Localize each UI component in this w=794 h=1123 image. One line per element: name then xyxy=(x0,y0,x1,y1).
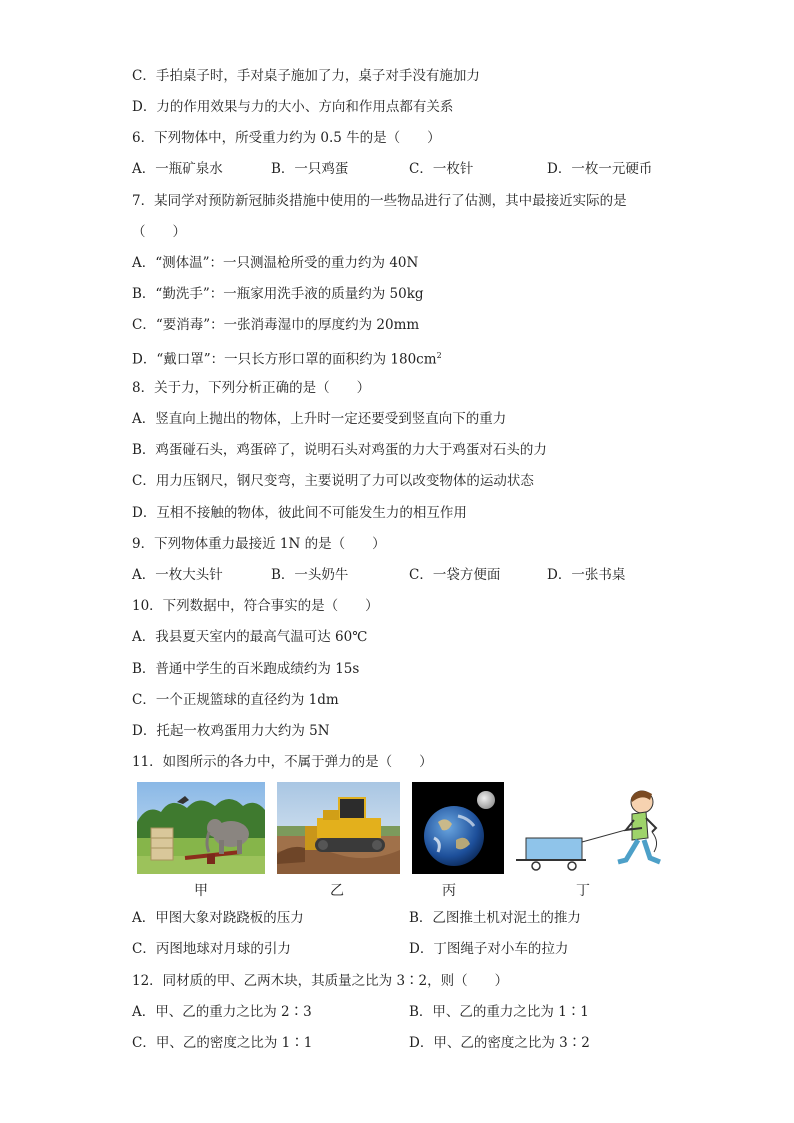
q12-option-b: B．甲、乙的重力之比为 1∶1 xyxy=(409,1004,589,1020)
caption-yi: 乙 xyxy=(330,883,344,899)
q10-option-b: B．普通中学生的百米跑成绩约为 15s xyxy=(132,661,360,677)
q10-option-d: D．托起一枚鸡蛋用力大约为 5N xyxy=(132,723,330,739)
q7-stem: 7．某同学对预防新冠肺炎措施中使用的一些物品进行了估测，其中最接近实际的是 xyxy=(132,193,627,209)
figure-earth-moon xyxy=(412,782,504,874)
q8-stem: 8．关于力，下列分析正确的是（ ） xyxy=(132,380,371,396)
q9-option-d: D．一张书桌 xyxy=(547,567,626,583)
q6-option-a: A．一瓶矿泉水 xyxy=(132,161,223,177)
bulldozer-illustration xyxy=(277,782,400,874)
figure-bulldozer xyxy=(277,782,400,874)
q5-option-c: C．手拍桌子时，手对桌子施加了力，桌子对手没有施加力 xyxy=(132,68,480,84)
caption-jia: 甲 xyxy=(194,883,208,899)
q7-option-d-superscript: 2 xyxy=(436,351,442,360)
caption-bing: 丙 xyxy=(442,883,456,899)
q10-option-c: C．一个正规篮球的直径约为 1dm xyxy=(132,692,339,708)
q7-option-c: C．“要消毒”：一张消毒湿巾的厚度约为 20mm xyxy=(132,317,420,333)
q5-option-d: D．力的作用效果与力的大小、方向和作用点都有关系 xyxy=(132,99,454,115)
q9-option-c: C．一袋方便面 xyxy=(409,567,501,583)
q9-stem: 9．下列物体重力最接近 1N 的是（ ） xyxy=(132,536,386,552)
q12-option-a: A．甲、乙的重力之比为 2∶3 xyxy=(132,1004,312,1020)
q11-option-c: C．丙图地球对月球的引力 xyxy=(132,941,291,957)
q7-option-d: D．“戴口罩”：一只长方形口罩的面积约为 180cm xyxy=(132,351,437,368)
elephant-seesaw-illustration xyxy=(137,782,265,874)
pulling-cart-illustration xyxy=(514,782,670,874)
q12-option-d: D．甲、乙的密度之比为 3∶2 xyxy=(409,1035,590,1051)
q11-option-b: B．乙图推土机对泥土的推力 xyxy=(409,910,581,926)
q6-option-d: D．一枚一元硬币 xyxy=(547,161,653,177)
q12-stem: 12．同材质的甲、乙两木块，其质量之比为 3∶2，则（ ） xyxy=(132,973,509,989)
q6-stem: 6．下列物体中，所受重力约为 0.5 牛的是（ ） xyxy=(132,130,441,146)
q11-option-a: A．甲图大象对跷跷板的压力 xyxy=(132,910,304,926)
q10-stem: 10．下列数据中，符合事实的是（ ） xyxy=(132,598,379,614)
figure-pulling-cart xyxy=(514,782,670,874)
caption-ding: 丁 xyxy=(576,883,590,899)
q7-option-a: A．“测体温”：一只测温枪所受的重力约为 40N xyxy=(132,255,419,271)
q8-option-b: B．鸡蛋碰石头，鸡蛋碎了，说明石头对鸡蛋的力大于鸡蛋对石头的力 xyxy=(132,442,547,458)
q6-option-c: C．一枚针 xyxy=(409,161,474,177)
q11-stem: 11．如图所示的各力中，不属于弹力的是（ ） xyxy=(132,754,433,770)
q9-option-a: A．一枚大头针 xyxy=(132,567,223,583)
q11-option-d: D．丁图绳子对小车的拉力 xyxy=(409,941,569,957)
q7-option-b: B．“勤洗手”：一瓶家用洗手液的质量约为 50kg xyxy=(132,286,424,302)
q12-option-c: C．甲、乙的密度之比为 1∶1 xyxy=(132,1035,313,1051)
q9-option-b: B．一头奶牛 xyxy=(271,567,349,583)
q7-option-d-wrap xyxy=(132,346,442,370)
q8-option-d: D．互相不接触的物体，彼此间不可能发生力的相互作用 xyxy=(132,505,467,521)
q8-option-c: C．用力压钢尺，钢尺变弯，主要说明了力可以改变物体的运动状态 xyxy=(132,473,534,489)
earth-moon-illustration xyxy=(412,782,504,874)
q7-stem-bracket: （ ） xyxy=(132,224,186,240)
q6-option-b: B．一只鸡蛋 xyxy=(271,161,349,177)
figure-elephant-seesaw xyxy=(137,782,265,874)
q10-option-a: A．我县夏天室内的最高气温可达 60℃ xyxy=(132,629,368,645)
q8-option-a: A．竖直向上抛出的物体，上升时一定还要受到竖直向下的重力 xyxy=(132,411,507,427)
